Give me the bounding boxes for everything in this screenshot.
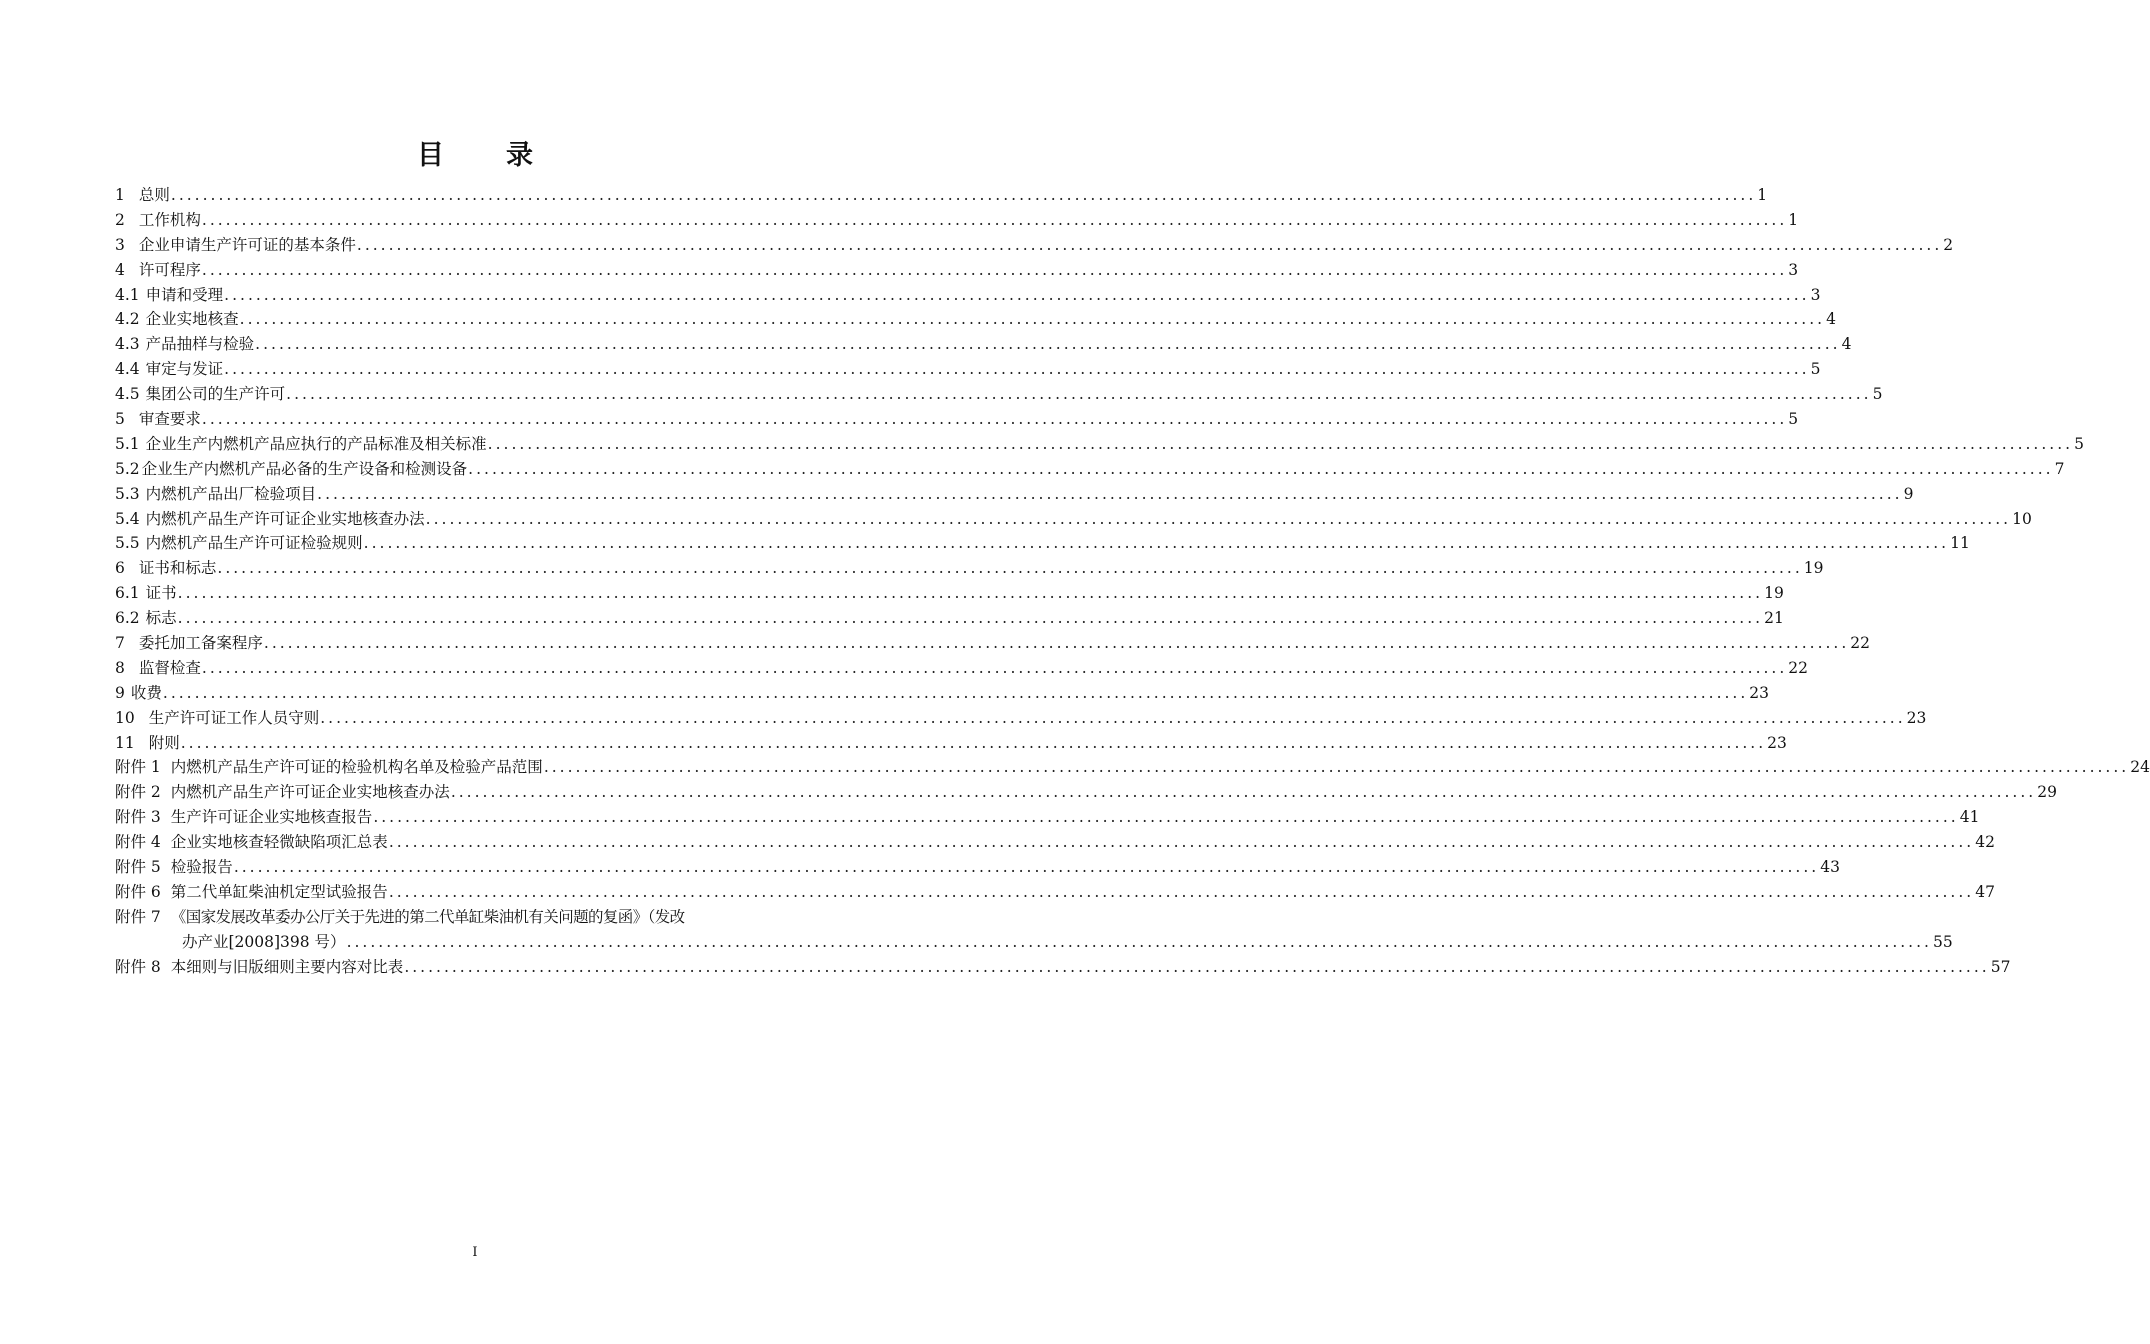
toc-entry-page: 5 (2074, 434, 2084, 453)
toc-entry-title: 企业生产内燃机产品必备的生产设备和检测设备 (141, 459, 468, 478)
toc-leader-dots: ........................................................................................................................................................................................................ (388, 833, 1975, 852)
toc-entry-page: 11 (1950, 534, 1970, 553)
toc-leader-dots: ........................................................................................................................................................................................................ (224, 360, 1810, 379)
toc-leader-dots: ........................................................................................................................................................................................................ (388, 882, 1975, 901)
toc-entry[interactable] (115, 382, 1883, 407)
toc-entry-page: 5 (1788, 410, 1799, 429)
toc-entry-title: 证书 (145, 584, 177, 603)
toc-entry-number: 5.4 (115, 509, 140, 528)
toc-entry-number: 4.2 (115, 310, 140, 329)
toc-leader-dots: ........................................................................................................................................................................................................ (201, 210, 1788, 229)
toc-entry-page: 23 (1749, 683, 1770, 702)
toc-entry-continuation[interactable] (115, 930, 1953, 955)
toc-entry-title: 内燃机产品生产许可证企业实地核查办法 (145, 509, 425, 528)
toc-entry-page: 5 (1872, 385, 1883, 404)
toc-entry[interactable] (115, 283, 1821, 308)
toc-entry-title: 生产许可证工作人员守则 (148, 708, 320, 727)
toc-entry-title: 企业申请生产许可证的基本条件 (138, 235, 356, 254)
toc-leader-dots: ........................................................................................................................................................................................................ (320, 708, 1906, 727)
toc-entry[interactable] (115, 755, 2150, 780)
toc-leader-dots: ........................................................................................................................................................................................................ (317, 484, 1903, 503)
toc-entry-title: 第二代单缸柴油机定型试验报告 (170, 882, 388, 901)
toc-entry-title: 企业实地核查轻微缺陷项汇总表 (170, 833, 388, 852)
toc-entry-number: 5.2 (115, 459, 140, 478)
toc-entry-number: 附件 1 (115, 758, 161, 777)
toc-entry-number: 附件 5 (115, 858, 161, 877)
toc-entry[interactable] (115, 432, 2084, 457)
toc-entry-number: 4.5 (115, 385, 140, 404)
toc-entry[interactable] (115, 457, 2065, 482)
toc-leader-dots: ........................................................................................................................................................................................................ (487, 434, 2074, 453)
toc-leader-dots: ........................................................................................................................................................................................................ (224, 285, 1810, 304)
toc-leader-dots: ........................................................................................................................................................................................................ (170, 186, 1757, 204)
toc-entry-number: 7 (115, 634, 125, 653)
toc-entry-number: 8 (115, 658, 125, 677)
toc-entry-page: 4 (1841, 335, 1852, 354)
toc-entry[interactable] (115, 780, 2057, 805)
toc-entry-number: 5.3 (115, 484, 140, 503)
toc-entry-number: 6.1 (115, 584, 140, 603)
toc-entry[interactable] (115, 606, 1784, 631)
toc-entry-title: 检验报告 (170, 858, 233, 877)
toc-leader-dots: ........................................................................................................................................................................................................ (468, 459, 2054, 478)
toc-entry-title: 委托加工备案程序 (138, 634, 263, 653)
toc-entry-title: 企业实地核查 (145, 310, 239, 329)
toc-entry-number: 3 (115, 235, 125, 254)
toc-leader-dots: ........................................................................................................................................................................................................ (404, 957, 1990, 976)
toc-entry-title: 内燃机产品生产许可证检验规则 (145, 534, 363, 553)
title-char-2: 录 (506, 140, 533, 171)
toc-entry-title: 办产业[2008]398 号） (182, 932, 346, 951)
toc-entry-title: 内燃机产品出厂检验项目 (145, 484, 317, 503)
toc-entry-number: 4 (115, 260, 125, 279)
toc-entry-page: 9 (1903, 484, 1914, 503)
toc-entry-page: 22 (1788, 658, 1809, 677)
toc-entry[interactable] (115, 183, 1768, 208)
toc-leader-dots: ........................................................................................................................................................................................................ (177, 609, 1764, 628)
toc-leader-dots: ........................................................................................................................................................................................................ (239, 310, 1826, 329)
toc-entry-number: 附件 3 (115, 808, 161, 827)
toc-entry[interactable] (115, 307, 1836, 332)
toc-entry-title: 本细则与旧版细则主要内容对比表 (170, 957, 404, 976)
toc-entry-title: 许可程序 (138, 260, 201, 279)
toc-entry[interactable] (115, 507, 2032, 532)
toc-entry-number: 附件 2 (115, 783, 161, 802)
toc-entry-page: 57 (1990, 957, 2011, 976)
page-number: I (472, 1245, 478, 1260)
toc-leader-dots: ........................................................................................................................................................................................................ (255, 335, 1841, 354)
toc-entry[interactable] (115, 631, 1871, 656)
title-char-1: 目 (417, 140, 444, 171)
toc-entry-page: 1 (1788, 210, 1799, 229)
toc-entry-title: 内燃机产品生产许可证企业实地核查办法 (170, 783, 450, 802)
toc-leader-dots: ........................................................................................................................................................................................................ (217, 559, 1803, 578)
toc-leader-dots: ........................................................................................................................................................................................................ (180, 733, 1767, 752)
toc-entry-number: 4.1 (115, 285, 140, 304)
toc-entry-number: 附件 8 (115, 957, 161, 976)
toc-entry-title: 审查要求 (138, 410, 201, 429)
toc-leader-dots: ........................................................................................................................................................................................................ (356, 235, 1943, 254)
toc-entry-title: 审定与发证 (145, 360, 224, 379)
toc-entry-title: 内燃机产品生产许可证的检验机构名单及检验产品范围 (170, 758, 543, 777)
toc-entry[interactable] (115, 855, 1840, 880)
toc-entry-page: 29 (2037, 783, 2057, 802)
toc-entry-page: 7 (2054, 459, 2065, 478)
toc-entry-number: 11 (115, 733, 135, 752)
toc-entry[interactable] (115, 731, 1787, 756)
toc-leader-dots: ........................................................................................................................................................................................................ (286, 385, 1872, 404)
toc-entry-title: 标志 (145, 609, 177, 628)
toc-entry[interactable] (115, 656, 1809, 681)
toc-entry-number: 1 (115, 186, 125, 204)
toc-entry-number: 5 (115, 410, 125, 429)
toc-entry[interactable] (115, 556, 1824, 581)
toc-entry-title: 证书和标志 (138, 559, 217, 578)
toc-entry-page: 2 (1943, 235, 1954, 254)
toc-entry[interactable] (115, 482, 1914, 507)
toc-entry-number: 附件 6 (115, 882, 161, 901)
toc-entry-page: 47 (1975, 882, 1995, 901)
toc-entry-title: 产品抽样与检验 (145, 335, 255, 354)
toc-entry-page: 22 (1850, 634, 1871, 653)
toc-leader-dots: ........................................................................................................................................................................................................ (233, 858, 1820, 877)
toc-entry-page: 10 (2012, 509, 2032, 528)
toc-entry-title: 《国家发展改革委办公厅关于先进的第二代单缸柴油机有关问题的复函》（发改 (170, 907, 685, 926)
toc-entry[interactable] (115, 407, 1799, 432)
toc-entry-number: 10 (115, 708, 135, 727)
toc-entry[interactable] (115, 880, 1995, 905)
toc-entry-page: 3 (1788, 260, 1799, 279)
toc-leader-dots: ........................................................................................................................................................................................................ (543, 758, 2130, 777)
toc-entry-title: 生产许可证企业实地核查报告 (170, 808, 373, 827)
toc-leader-dots: ........................................................................................................................................................................................................ (162, 683, 1749, 702)
toc-entry-title: 企业生产内燃机产品应执行的产品标准及相关标准 (145, 434, 487, 453)
page-title (0, 133, 950, 172)
toc-entry-title: 总则 (138, 186, 170, 204)
toc-leader-dots: ........................................................................................................................................................................................................ (201, 260, 1788, 279)
toc-entry-page: 1 (1757, 186, 1768, 204)
toc-entry[interactable] (115, 905, 837, 930)
toc-entry-page: 3 (1810, 285, 1821, 304)
table-of-contents (115, 183, 2150, 980)
toc-entry-page: 41 (1959, 808, 1980, 827)
toc-entry-number: 4.3 (115, 335, 140, 354)
toc-entry[interactable] (115, 531, 1970, 556)
toc-leader-dots: ........................................................................................................................................................................................................ (201, 410, 1788, 429)
toc-leader-dots: ........................................................................................................................................................................................................ (373, 808, 1959, 827)
toc-leader-dots: ........................................................................................................................................................................................................ (263, 634, 1850, 653)
toc-entry-number: 附件 4 (115, 833, 161, 852)
toc-entry-title: 监督检查 (138, 658, 201, 677)
toc-entry-number: 6.2 (115, 609, 140, 628)
toc-entry-page: 19 (1764, 584, 1784, 603)
toc-entry-number: 9 (115, 683, 125, 702)
toc-entry-page: 24 (2130, 758, 2150, 777)
toc-entry[interactable] (115, 357, 1821, 382)
toc-entry[interactable] (115, 955, 2011, 980)
toc-entry-title: 附则 (148, 733, 180, 752)
toc-entry[interactable] (115, 681, 1770, 706)
toc-entry-number: 5.5 (115, 534, 140, 553)
toc-entry-page: 42 (1975, 833, 1995, 852)
toc-entry[interactable] (115, 258, 1799, 283)
toc-leader-dots: ........................................................................................................................................................................................................ (177, 584, 1764, 603)
toc-entry-page: 21 (1764, 609, 1784, 628)
toc-entry[interactable] (115, 830, 1995, 855)
toc-entry-title: 集团公司的生产许可 (145, 385, 286, 404)
toc-entry-title: 工作机构 (138, 210, 201, 229)
toc-entry-page: 5 (1810, 360, 1821, 379)
toc-entry-number: 6 (115, 559, 125, 578)
toc-entry-number: 5.1 (115, 434, 140, 453)
toc-leader-dots: ........................................................................................................................................................................................................ (363, 534, 1950, 553)
toc-entry[interactable] (115, 706, 1927, 731)
toc-entry-page: 23 (1906, 708, 1927, 727)
toc-entry-number: 2 (115, 210, 125, 229)
toc-entry-number: 附件 7 (115, 907, 161, 926)
toc-leader-dots: ........................................................................................................................................................................................................ (201, 658, 1788, 677)
toc-entry-page: 23 (1767, 733, 1787, 752)
toc-entry-title: 申请和受理 (145, 285, 224, 304)
toc-leader-dots: ........................................................................................................................................................................................................ (346, 932, 1932, 951)
toc-entry-page: 4 (1826, 310, 1836, 329)
toc-entry-number: 4.4 (115, 360, 140, 379)
toc-entry-page: 43 (1820, 858, 1840, 877)
toc-entry[interactable] (115, 208, 1799, 233)
toc-entry-page: 19 (1803, 559, 1824, 578)
toc-entry-page: 55 (1932, 932, 1953, 951)
toc-entry[interactable] (115, 581, 1784, 606)
toc-leader-dots: ........................................................................................................................................................................................................ (450, 783, 2037, 802)
toc-leader-dots: ........................................................................................................................................................................................................ (425, 509, 2012, 528)
toc-entry-title: 收费 (130, 683, 162, 702)
toc-entry[interactable] (115, 233, 1954, 258)
toc-entry[interactable] (115, 805, 1980, 830)
toc-entry[interactable] (115, 332, 1852, 357)
